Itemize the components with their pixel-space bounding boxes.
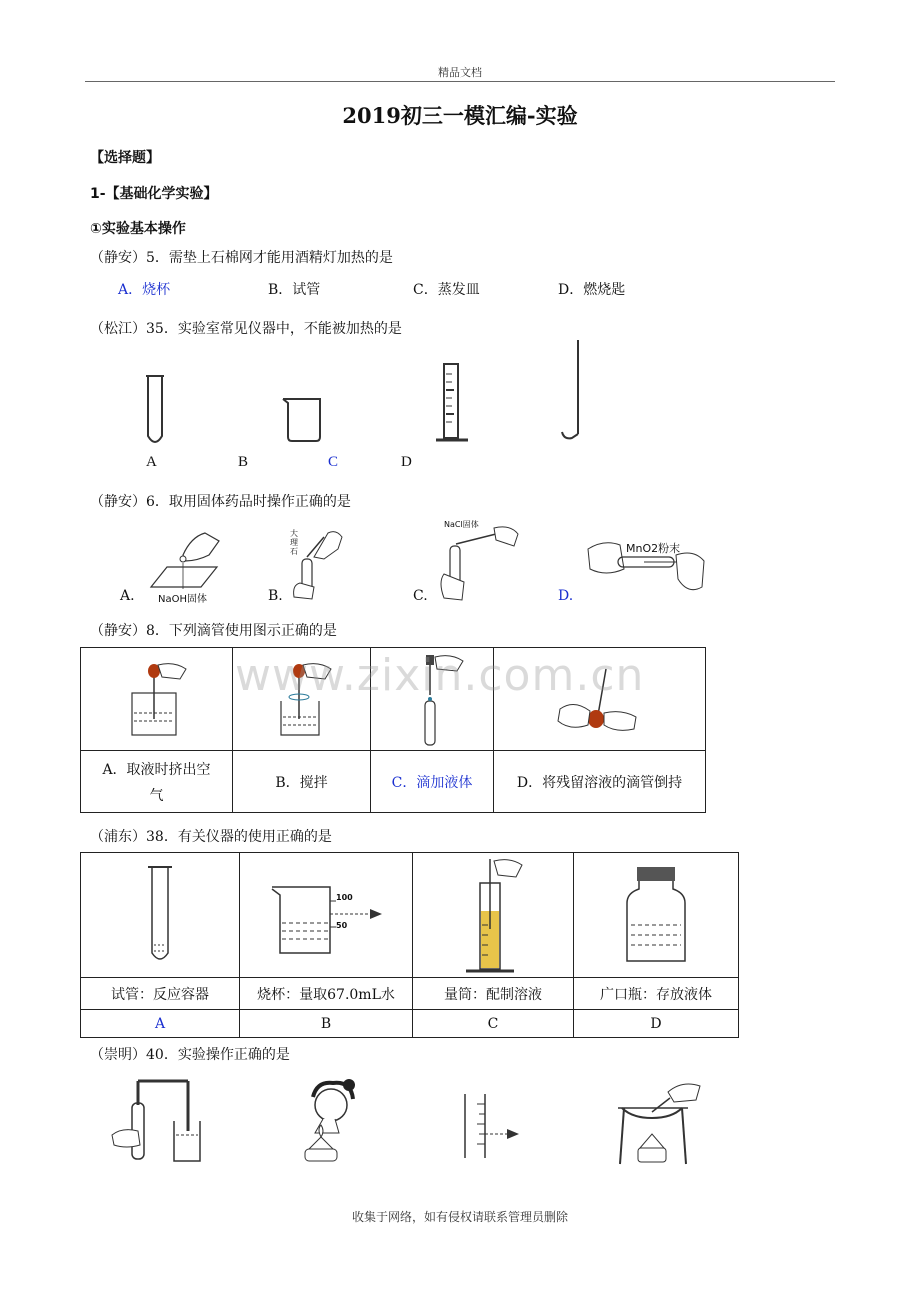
mark-100: 100 bbox=[336, 893, 353, 902]
option-a: A．烧杯 bbox=[118, 282, 171, 298]
caption-cell bbox=[371, 751, 494, 813]
caption-d: 广口瓶：存放液体 bbox=[600, 986, 712, 1003]
cylinder-reading-figure bbox=[457, 1090, 527, 1162]
answer-cell bbox=[240, 1010, 413, 1038]
caption-d: D．将残留溶液的滴管倒持 bbox=[516, 774, 683, 791]
graduated-cylinder-figure bbox=[432, 360, 472, 446]
caption-cell bbox=[81, 978, 240, 1010]
instrument-table bbox=[80, 852, 739, 1038]
caption-cell bbox=[413, 978, 574, 1010]
figure-cell bbox=[240, 853, 413, 978]
question-stem: （崇明）40．实验操作正确的是 bbox=[90, 1047, 290, 1063]
nacl-label: NaCl固体 bbox=[444, 520, 479, 529]
sub-section-heading: 1-【基础化学实验】 bbox=[90, 186, 218, 202]
dropper-bottle-figure bbox=[122, 659, 192, 739]
option-c: C. bbox=[413, 588, 428, 604]
section-heading: 【选择题】 bbox=[90, 150, 160, 166]
mno2-label: MnO2粉末 bbox=[626, 542, 681, 555]
sub-sub-section-heading: ①实验基本操作 bbox=[90, 221, 186, 237]
question-stem: （静安）6．取用固体药品时操作正确的是 bbox=[90, 494, 351, 510]
page-header: 精品文档 bbox=[438, 66, 482, 79]
girl-lamp-figure bbox=[295, 1075, 365, 1167]
figure-label-a: A bbox=[146, 454, 157, 470]
caption-cell bbox=[81, 751, 233, 813]
figure-label-b: B bbox=[238, 454, 249, 470]
wide-mouth-bottle-figure bbox=[621, 863, 691, 967]
question-stem: （静安）5．需垫上石棉网才能用酒精灯加热的是 bbox=[90, 250, 393, 266]
caption-b: B．搅拌 bbox=[275, 774, 328, 791]
marble-label: 大理石 bbox=[290, 529, 298, 556]
figure-label-c: C bbox=[328, 454, 339, 470]
beaker-figure bbox=[280, 395, 326, 445]
question-stem: （静安）8．下列滴管使用图示正确的是 bbox=[90, 623, 337, 639]
question-stem: （松江）35．实验室常见仪器中，不能被加热的是 bbox=[90, 321, 402, 337]
caption-cell bbox=[233, 751, 371, 813]
option-c: C．蒸发皿 bbox=[413, 282, 480, 298]
figure-cell bbox=[81, 648, 233, 751]
option-d: D．燃烧匙 bbox=[558, 282, 626, 298]
header-divider bbox=[85, 81, 835, 82]
caption-c: 量筒：配制溶液 bbox=[444, 986, 542, 1003]
page-title: 2019初三一模汇编-实验 bbox=[342, 103, 578, 128]
evaporation-figure bbox=[612, 1078, 706, 1168]
figure-cell bbox=[574, 853, 739, 978]
caption-cell bbox=[574, 978, 739, 1010]
letter-d: D bbox=[650, 1015, 662, 1032]
spatula-tube-figure bbox=[436, 520, 526, 604]
watermark: www.zixin.com.cn bbox=[235, 650, 645, 701]
test-tube-figure bbox=[140, 863, 180, 967]
caption-cell bbox=[494, 751, 706, 813]
caption-c: C．滴加液体 bbox=[391, 774, 473, 791]
letter-c: C bbox=[487, 1015, 499, 1032]
figure-cell bbox=[81, 853, 240, 978]
option-b: B. bbox=[268, 588, 283, 604]
caption-a-line1: A．取液时挤出空 bbox=[102, 761, 211, 778]
cylinder-prepare-figure bbox=[458, 855, 528, 975]
answer-cell bbox=[574, 1010, 739, 1038]
beaker-measure-figure bbox=[266, 869, 386, 961]
letter-b: B bbox=[320, 1015, 332, 1032]
letter-a: A bbox=[154, 1015, 166, 1032]
caption-a: 试管：反应容器 bbox=[111, 986, 209, 1003]
page-footer: 收集于网络，如有侵权请联系管理员删除 bbox=[351, 1210, 568, 1224]
answer-cell bbox=[81, 1010, 240, 1038]
gas-collection-figure bbox=[108, 1075, 204, 1167]
combustion-spoon-figure bbox=[558, 338, 588, 446]
option-d: D. bbox=[558, 588, 574, 604]
question-stem: （浦东）38．有关仪器的使用正确的是 bbox=[90, 829, 332, 845]
figure-cell bbox=[413, 853, 574, 978]
option-b: B．试管 bbox=[268, 282, 321, 298]
caption-b: 烧杯：量取67.0mL水 bbox=[257, 986, 395, 1003]
caption-a-line2: 气 bbox=[149, 787, 164, 804]
figure-label-d: D bbox=[401, 454, 412, 470]
naoh-label: NaOH固体 bbox=[158, 594, 207, 605]
mark-50: 50 bbox=[336, 921, 348, 930]
answer-cell bbox=[413, 1010, 574, 1038]
option-a: A. bbox=[120, 588, 135, 604]
test-tube-figure bbox=[140, 370, 170, 450]
caption-cell bbox=[240, 978, 413, 1010]
